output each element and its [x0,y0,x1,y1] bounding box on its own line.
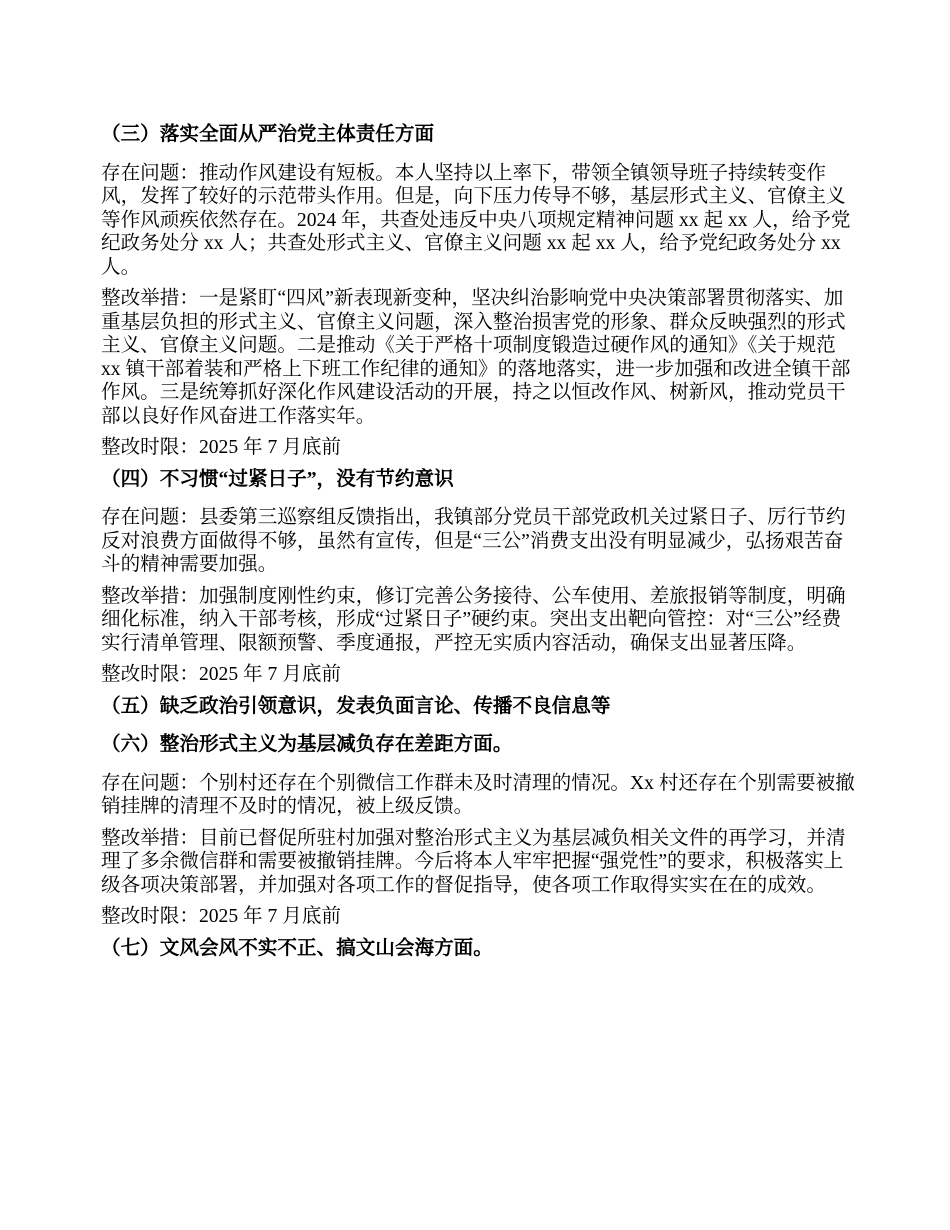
heading-item-3: （三）落实全面从严治党主体责任方面 [101,124,435,145]
paragraph-deadline-6: 整改时限：2025 年 7 月底前 [101,906,342,927]
heading-item-4: （四）不习惯“过紧日子”，没有节约意识 [101,468,454,490]
heading-item-7: （七）文风会风不实不正、搞文山会海方面。 [101,937,493,959]
paragraph-problem-3: 存在问题：推动作风建设有短板。本人坚持以上率下，带领全镇领导班子持续转变作风，发挥了较好的示范带头作用。但是，向下压力传导不够，基层形式主义、官僚主义等作风顽疾依然存在。2024 年，共查处违反中央八项规定精神问题 xx 起 xx 人，给予党纪政务处分 xx 人；共查处形式主义、官僚主义问题 xx 起 xx 人，给予党纪政务处分 xx 人。 [101,162,851,278]
document-content [101,123,858,975]
paragraph-problem-6: 存在问题：个别村还存在个别微信工作群未及时清理的情况。Xx 村还存在个别需要被撤销挂牌的清理不及时的情况，被上级反馈。 [101,772,855,817]
paragraph-deadline-4: 整改时限：2025 年 7 月底前 [101,664,342,685]
heading-item-6: （六）整治形式主义为基层减负存在差距方面。 [101,734,513,755]
paragraph-measures-4: 整改举措：加强制度刚性约束，修订完善公务接待、公车使用、差旅报销等制度，明确细化标准，纳入干部考核，形成“过紧日子”硬约束。突出支出靶向管控：对“三公”经费实行清单管理、限额预警、季度通报，严控无实质内容活动，确保支出显著压降。 [101,585,846,654]
heading-item-5: （五）缺乏政治引领意识，发表负面言论、传播不良信息等 [101,695,611,717]
paragraph-measures-6: 整改举措：目前已督促所驻村加强对整治形式主义为基层减负相关文件的再学习，并清理了多余微信群和需要被撤销挂牌。今后将本人牢牢把握“强党性”的要求，积极落实上级各项决策部署，并加强对各项工作的督促指导，使各项工作取得实实在在的成效。 [101,827,846,896]
paragraph-measures-3: 整改举措：一是紧盯“四风”新表现新变种，坚决纠治影响党中央决策部署贯彻落实、加重基层负担的形式主义、官僚主义问题，深入整治损害党的形象、群众反映强烈的形式主义、官僚主义问题。二是推动《关于严格十项制度锻造过硬作风的通知》《关于规范 xx 镇干部着装和严格上下班工作纪律的通知》的落地落实，进一步加强和改进全镇干部作风。三是统筹抓好深化作风建设活动的开展，持之以恒改作风、树新风，推动党员干部以良好作风奋进工作落实年。 [101,288,851,427]
paragraph-problem-4: 存在问题：县委第三巡察组反馈指出，我镇部分党员干部党政机关过紧日子、厉行节约反对浪费方面做得不够，虽然有宣传，但是“三公”消费支出没有明显减少，弘扬艰苦奋斗的精神需要加强。 [101,507,846,575]
paragraph-deadline-3: 整改时限：2025 年 7 月底前 [101,437,342,458]
